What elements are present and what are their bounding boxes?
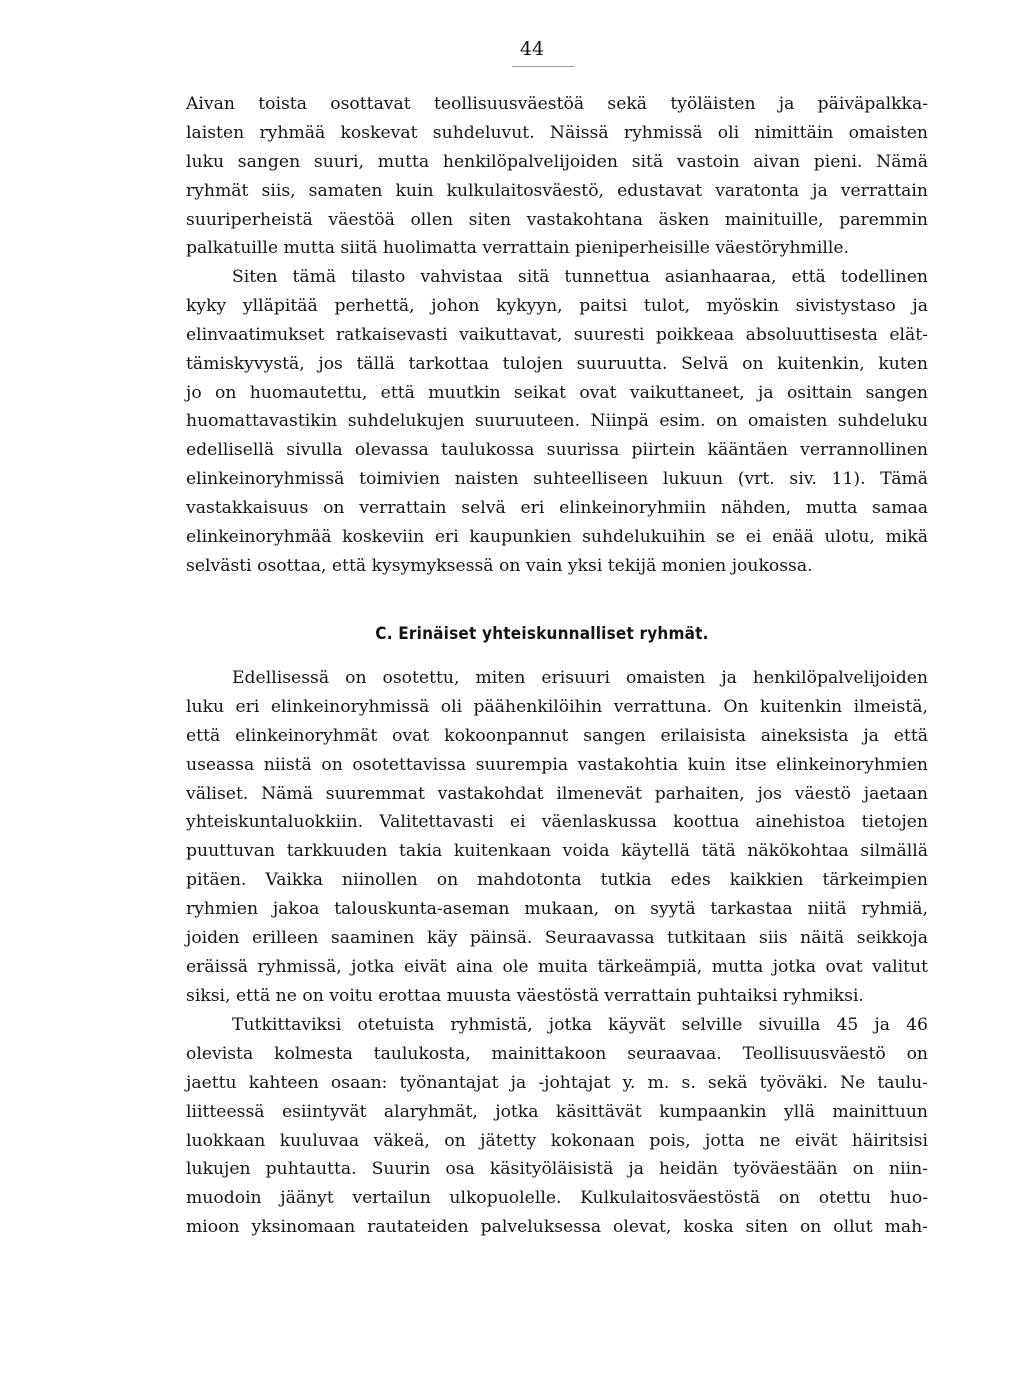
text-line: siksi, että ne on voitu erottaa muusta väestöstä verrattain puhtaiksi ryhmiksi. (186, 985, 864, 1006)
text-line: ryhmät siis, samaten kuin kulkulaitosväestö, edustavat varatonta ja verrattain (186, 180, 928, 201)
text-line: luku eri elinkeinoryhmissä oli päähenkilöihin verrattuna. On kuitenkin ilmeistä, (186, 696, 928, 717)
text-line: luku sangen suuri, mutta henkilöpalvelijoiden sitä vastoin aivan pieni. Nämä (186, 151, 928, 172)
text-line: palkatuille mutta siitä huolimatta verrattain pieniperheisille väestöryhmille. (186, 238, 849, 259)
text-line: huomattavastikin suhdelukujen suuruuteen. Niinpä esim. on omaisten suhdeluku (186, 411, 928, 432)
text-line: liitteessä esiintyvät alaryhmät, jotka käsittävät kumpaankin yllä mainittuun (186, 1101, 928, 1122)
text-line: väliset. Nämä suuremmat vastakohdat ilmenevät parhaiten, jos väestö jaetaan (186, 783, 928, 804)
text-line: olevista kolmesta taulukosta, mainittakoon seuraavaa. Teollisuusväestö on (186, 1043, 928, 1064)
text-line: elinkeinoryhmissä toimivien naisten suhteelliseen lukuun (vrt. siv. 11). Tämä (186, 469, 928, 490)
text-line: kyky ylläpitää perhettä, johon kykyyn, paitsi tulot, myöskin sivistystaso ja (186, 295, 928, 316)
text-line: elinkeinoryhmää koskeviin eri kaupunkien suhdelukuihin se ei enää ulotu, mikä (186, 527, 928, 548)
text-line: puuttuvan tarkkuuden takia kuitenkaan voida käytellä tätä näkökohtaa silmällä (186, 841, 928, 862)
text-line: elinvaatimukset ratkaisevasti vaikuttavat, suuresti poikkeaa absoluuttisesta elät- (186, 324, 928, 345)
page-number-rule (512, 66, 574, 67)
text-line: Tutkittaviksi otetuista ryhmistä, jotka käyvät selville sivuilla 45 ja 46 (232, 1015, 928, 1035)
section-heading: C. Erinäiset yhteiskunnalliset ryhmät. (375, 624, 709, 644)
text-line: selvästi osottaa, että kysymyksessä on vain yksi tekijä monien joukossa. (186, 555, 813, 576)
text-line: useassa niistä on osotettavissa suurempia vastakohtia kuin itse elinkeinoryhmien (186, 754, 928, 775)
page-number: 44 (519, 38, 545, 60)
text-line: suuriperheistä väestöä ollen siten vastakohtana äsken mainituille, paremmin (186, 209, 928, 230)
paragraph-4 (186, 1011, 928, 1242)
text-line: joiden erilleen saaminen käy päinsä. Seuraavassa tutkitaan siis näitä seikkoja (186, 928, 928, 949)
text-line: eräissä ryhmissä, jotka eivät aina ole muita tärkeämpiä, mutta jotka ovat valitut (186, 956, 928, 977)
paragraph-2 (186, 263, 928, 581)
text-line: edellisellä sivulla olevassa taulukossa suurissa piirtein kääntäen verrannollinen (186, 440, 928, 461)
text-line: jaettu kahteen osaan: työnantajat ja -johtajat y. m. s. sekä työväki. Ne taulu- (186, 1072, 928, 1093)
text-line: Aivan toista osottavat teollisuusväestöä sekä työläisten ja päiväpalkka- (186, 94, 928, 114)
text-line: muodoin jäänyt vertailun ulkopuolelle. Kulkulaitosväestöstä on otettu huo- (186, 1188, 928, 1209)
text-line: ryhmien jakoa talouskunta-aseman mukaan, on syytä tarkastaa niitä ryhmiä, (186, 899, 928, 920)
text-line: lukujen puhtautta. Suurin osa käsityöläisistä ja heidän työväestään on niin- (186, 1159, 928, 1180)
text-line: Siten tämä tilasto vahvistaa sitä tunnettua asianhaaraa, että todellinen (232, 267, 928, 287)
text-line: yhteiskuntaluokkiin. Valitettavasti ei väenlaskussa koottua ainehistoa tietojen (186, 812, 928, 833)
text-line: luokkaan kuuluvaa väkeä, on jätetty kokonaan pois, jotta ne eivät häiritsisi (186, 1130, 928, 1151)
text-line: pitäen. Vaikka niinollen on mahdotonta tutkia edes kaikkien tärkeimpien (186, 870, 928, 891)
text-line: että elinkeinoryhmät ovat kokoonpannut sangen erilaisista aineksista ja että (186, 725, 928, 746)
text-line: jo on huomautettu, että muutkin seikat ovat vaikuttaneet, ja osittain sangen (186, 382, 928, 403)
text-line: mioon yksinomaan rautateiden palveluksessa olevat, koska siten on ollut mah- (186, 1217, 928, 1238)
paragraph-3 (186, 664, 928, 1011)
text-line: vastakkaisuus on verrattain selvä eri elinkeinoryhmiin nähden, mutta samaa (186, 498, 928, 519)
text-line: Edellisessä on osotettu, miten erisuuri omaisten ja henkilöpalvelijoiden (232, 668, 928, 688)
text-line: tämiskyvystä, jos tällä tarkottaa tulojen suuruutta. Selvä on kuitenkin, kuten (186, 353, 928, 374)
text-line: laisten ryhmää koskevat suhdeluvut. Näissä ryhmissä oli nimittäin omaisten (186, 122, 928, 143)
paragraph-1 (186, 90, 928, 263)
